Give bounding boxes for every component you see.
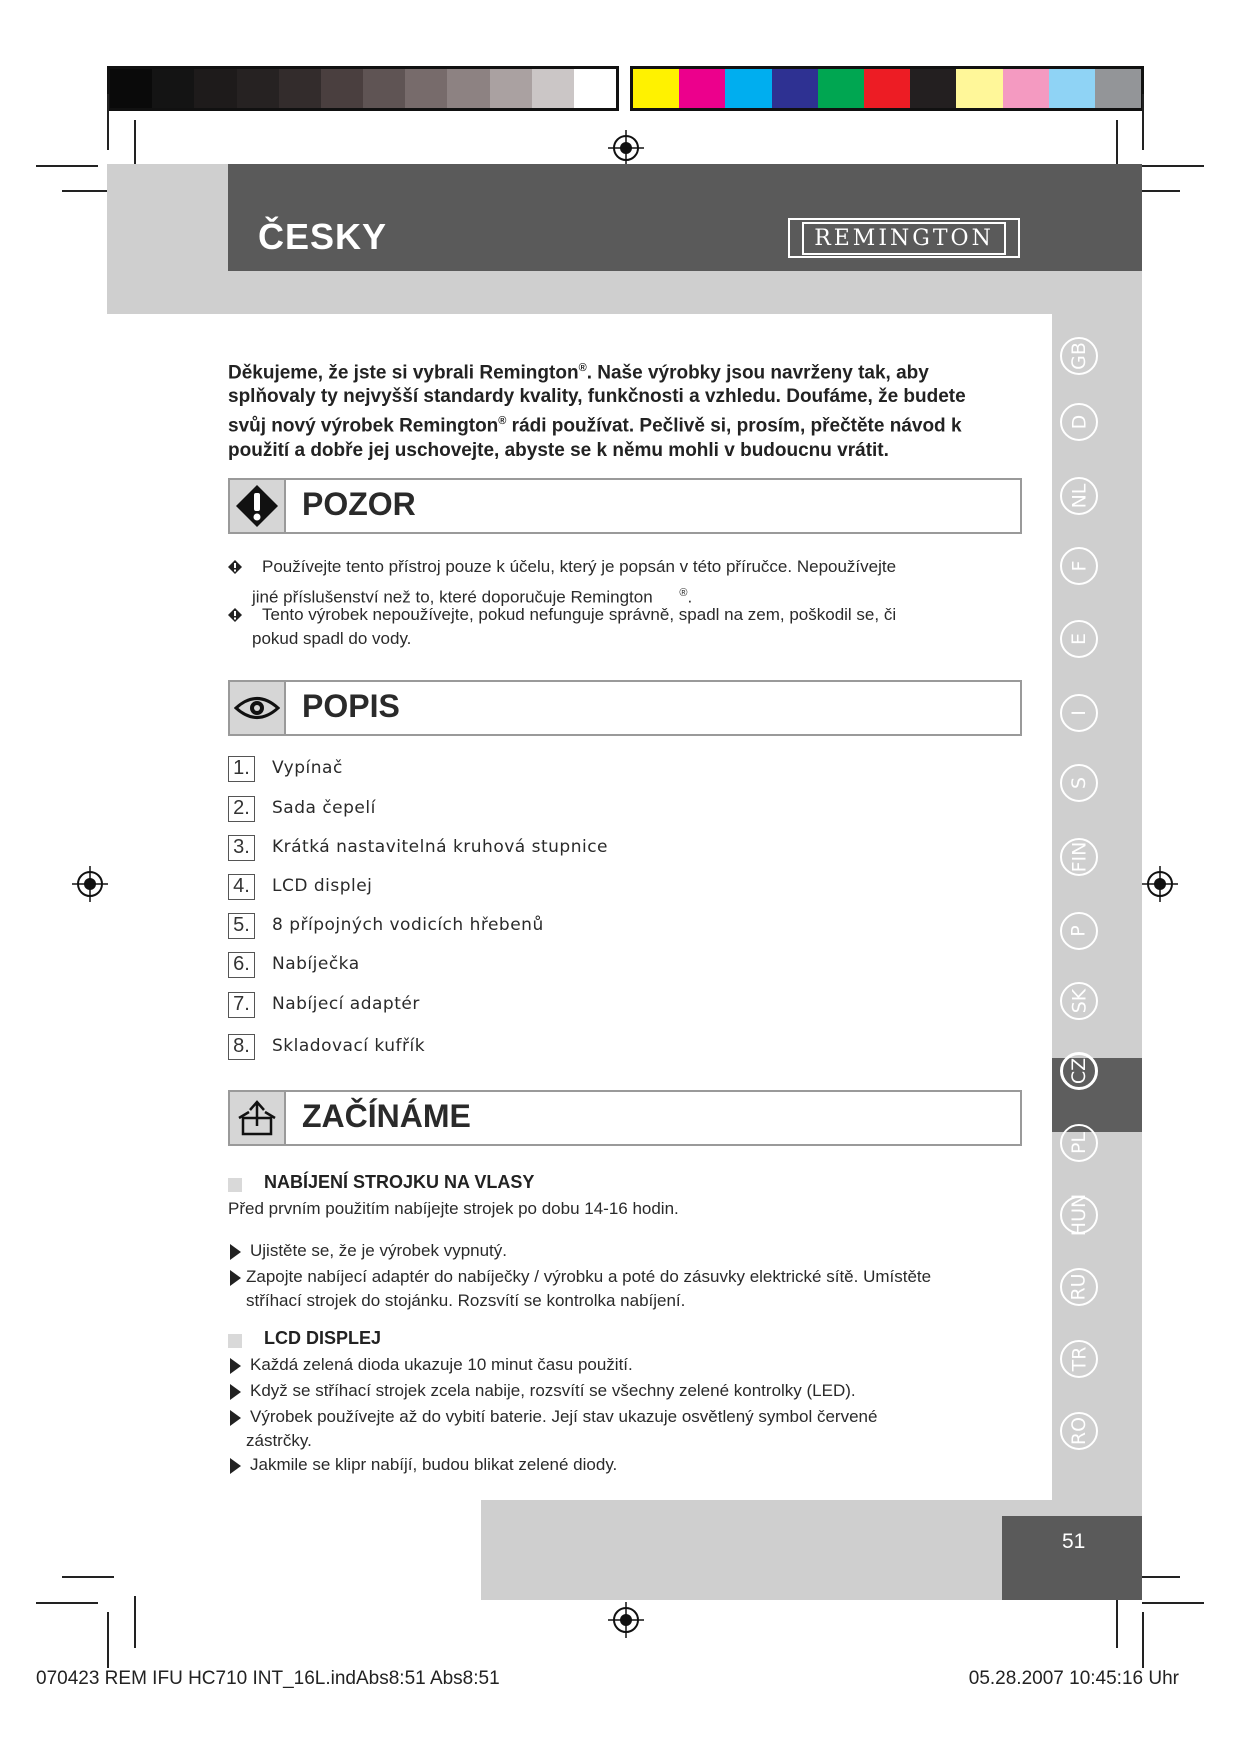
language-tab-label: RU xyxy=(1067,1273,1090,1301)
brand-name: REMINGTON xyxy=(802,222,1006,255)
language-tab-label: GB xyxy=(1067,342,1090,370)
language-tab-ru[interactable] xyxy=(1060,1268,1098,1306)
intro-text: Děkujeme, že jste si vybrali Remington xyxy=(228,362,579,384)
page-header xyxy=(228,164,1142,271)
warning-bullet-icon xyxy=(228,608,242,622)
subheading-marker xyxy=(228,1334,242,1348)
language-tab-label: HUN xyxy=(1068,1193,1091,1237)
part-label: LCD displej xyxy=(272,876,373,896)
greyscale-swatch xyxy=(532,69,574,108)
part-number: 1. xyxy=(228,756,255,782)
greyscale-swatch xyxy=(279,69,321,108)
color-swatch xyxy=(956,69,1002,108)
lcd-step: Když se stříhací strojek zcela nabije, rozsvítí se všechny zelené kontrolky (LED). xyxy=(250,1381,856,1400)
part-label: Krátká nastavitelná kruhová stupnice xyxy=(272,837,609,857)
greyscale-swatch xyxy=(152,69,194,108)
language-tab-i[interactable] xyxy=(1060,694,1098,732)
greyscale-swatch xyxy=(490,69,532,108)
language-tab-ro[interactable] xyxy=(1060,1412,1098,1450)
registration-mark-icon xyxy=(608,1602,644,1638)
greyscale-swatch xyxy=(447,69,489,108)
section-zaciname xyxy=(228,1090,1022,1146)
footer-file-info: 070423 REM IFU HC710 INT_16L.indAbs8:51 Abs8:51 xyxy=(36,1668,500,1689)
lcd-step: Každá zelená dioda ukazuje 10 minut času použití. xyxy=(250,1355,633,1374)
crop-mark xyxy=(1142,94,1144,150)
footer-timestamp: 05.28.2007 10:45:16 Uhr xyxy=(968,1668,1179,1689)
lcd-step: Jakmile se klipr nabíjí, budou blikat zelené diody. xyxy=(250,1455,618,1474)
language-tab-label: PL xyxy=(1067,1131,1090,1155)
part-label: 8 přípojných vodicích hřebenů xyxy=(272,915,544,935)
language-tab-f[interactable] xyxy=(1060,547,1098,585)
warning-text: pokud spadl do vody. xyxy=(252,629,412,648)
charging-intro: Před prvním použitím nabíjejte strojek po dobu 14-16 hodin. xyxy=(228,1199,679,1218)
page-title: ČESKY xyxy=(258,216,388,257)
greyscale-swatch xyxy=(237,69,279,108)
eye-icon xyxy=(230,682,286,734)
language-tab-p[interactable] xyxy=(1060,912,1098,950)
language-tab-d[interactable] xyxy=(1060,403,1098,441)
registered-mark: ® xyxy=(498,415,507,428)
language-tab-label: FIN xyxy=(1068,841,1090,873)
warning-text: Používejte tento přístroj pouze k účelu, který je popsán v této příručce. Nepoužívejte xyxy=(262,557,897,576)
step-arrow-icon xyxy=(230,1384,241,1400)
greyscale-bar xyxy=(107,66,619,111)
greyscale-swatch xyxy=(363,69,405,108)
warning-text-line: jiné příslušenství než to, které doporučuje Remington xyxy=(252,587,653,607)
language-tab-label: D xyxy=(1067,414,1090,430)
color-swatch xyxy=(864,69,910,108)
language-tab-label: NL xyxy=(1068,483,1090,509)
color-swatch xyxy=(1049,69,1095,108)
crop-mark xyxy=(62,1576,114,1578)
crop-mark xyxy=(1116,1596,1118,1648)
registered-mark: ® xyxy=(679,587,688,599)
language-tab-e[interactable] xyxy=(1060,620,1098,658)
greyscale-swatch xyxy=(574,69,616,108)
language-tab-tr[interactable] xyxy=(1060,1340,1098,1378)
color-swatch xyxy=(725,69,771,108)
crop-mark xyxy=(134,1596,136,1648)
language-tab-label: CZ xyxy=(1067,1057,1090,1085)
intro-text: rádi používat. Pečlivě si, prosím, přečtěte návod k použití a dobře jej uschovejte, abyste se k němu mohli v budoucnu vrátit. xyxy=(228,415,962,461)
crop-mark xyxy=(107,94,109,150)
language-tab-label: TR xyxy=(1068,1346,1090,1372)
language-tab-label: S xyxy=(1068,776,1090,790)
part-number: 3. xyxy=(228,835,255,861)
registered-mark: ® xyxy=(578,362,587,374)
part-number: 6. xyxy=(228,952,255,978)
color-swatch xyxy=(910,69,956,108)
color-swatch xyxy=(818,69,864,108)
registration-mark-icon xyxy=(1142,866,1178,902)
warning-icon xyxy=(230,480,286,532)
intro-paragraph xyxy=(228,356,998,463)
page-number-box xyxy=(1002,1516,1142,1600)
part-label: Skladovací kufřík xyxy=(272,1036,426,1056)
warning-text-end: . xyxy=(687,587,693,607)
section-popis xyxy=(228,680,1022,736)
language-tab-label: I xyxy=(1067,710,1090,716)
crop-mark xyxy=(36,1602,98,1604)
language-tab-sk[interactable] xyxy=(1060,982,1098,1020)
language-tab-nl[interactable] xyxy=(1060,477,1098,515)
lcd-step: zástrčky. xyxy=(246,1431,312,1450)
page-number: 51 xyxy=(1062,1530,1086,1553)
part-number: 8. xyxy=(228,1034,255,1060)
crop-mark xyxy=(1142,1602,1204,1604)
part-number: 5. xyxy=(228,913,255,939)
subheading-lcd: LCD DISPLEJ xyxy=(264,1328,382,1348)
greyscale-swatch xyxy=(405,69,447,108)
brand-logo xyxy=(788,218,1020,258)
language-tab-gb[interactable] xyxy=(1060,337,1098,375)
warning-bullet-icon xyxy=(228,560,242,574)
greyscale-swatch xyxy=(194,69,236,108)
step-arrow-icon xyxy=(230,1358,241,1374)
part-label: Nabíjecí adaptér xyxy=(272,994,420,1014)
color-swatch xyxy=(679,69,725,108)
subheading-marker xyxy=(228,1178,242,1192)
greyscale-swatch xyxy=(110,69,152,108)
step-arrow-icon xyxy=(230,1270,241,1286)
language-tab-label: E xyxy=(1067,632,1090,646)
intro-text: . Naše výrobky jsou navrženy tak, aby splňovaly ty nejvyšší standardy kvality, funkčnosti a vzhledu. Doufáme, že budete svůj nový výrobek Remington xyxy=(228,362,966,437)
color-swatch xyxy=(772,69,818,108)
unboxing-icon xyxy=(230,1092,286,1144)
color-bar xyxy=(630,66,1144,111)
greyscale-swatch xyxy=(321,69,363,108)
section-title: ZAČÍNÁME xyxy=(302,1098,471,1134)
registration-mark-icon xyxy=(72,866,108,902)
section-pozor xyxy=(228,478,1022,534)
language-tab-s[interactable] xyxy=(1060,764,1098,802)
warning-text: Tento výrobek nepoužívejte, pokud nefunguje správně, spadl na zem, poškodil se, či xyxy=(262,605,897,624)
lcd-step: Výrobek používejte až do vybití baterie. Její stav ukazuje osvětlený symbol červené xyxy=(250,1407,878,1426)
section-title: POZOR xyxy=(302,486,416,522)
language-tab-label: RO xyxy=(1067,1416,1090,1446)
language-tab-label: F xyxy=(1068,560,1090,572)
part-number: 2. xyxy=(228,796,255,822)
part-number: 4. xyxy=(228,874,255,900)
charging-step: Ujistěte se, že je výrobek vypnutý. xyxy=(250,1241,508,1260)
language-tab-fin[interactable] xyxy=(1060,838,1098,876)
language-tab-hun[interactable] xyxy=(1060,1193,1098,1237)
crop-mark xyxy=(36,165,98,167)
step-arrow-icon xyxy=(230,1410,241,1426)
color-swatch xyxy=(1003,69,1049,108)
subheading-charging: NABÍJENÍ STROJKU NA VLASY xyxy=(264,1172,535,1192)
color-swatch xyxy=(1095,69,1141,108)
section-title: POPIS xyxy=(302,688,400,724)
part-label: Sada čepelí xyxy=(272,798,376,818)
part-label: Vypínač xyxy=(272,758,343,778)
step-arrow-icon xyxy=(230,1244,241,1260)
language-tab-label: P xyxy=(1068,925,1090,937)
crop-mark xyxy=(1142,165,1204,167)
charging-step: Zapojte nabíjecí adaptér do nabíječky / výrobku a poté do zásuvky elektrické sítě. Umístěte xyxy=(246,1267,932,1286)
part-number: 7. xyxy=(228,992,255,1018)
step-arrow-icon xyxy=(230,1458,241,1474)
crop-mark xyxy=(1142,1612,1144,1668)
language-tab-pl[interactable] xyxy=(1060,1124,1098,1162)
crop-mark xyxy=(107,1612,109,1668)
registration-mark-icon xyxy=(608,130,644,166)
charging-step: stříhací strojek do stojánku. Rozsvítí se kontrolka nabíjení. xyxy=(246,1291,686,1310)
color-swatch xyxy=(633,69,679,108)
side-tab-column xyxy=(1052,271,1142,1516)
page-frame-top xyxy=(107,271,1142,314)
language-tab-label: SK xyxy=(1068,988,1090,1014)
language-tab-cz[interactable] xyxy=(1060,1052,1098,1090)
part-label: Nabíječka xyxy=(272,954,360,974)
